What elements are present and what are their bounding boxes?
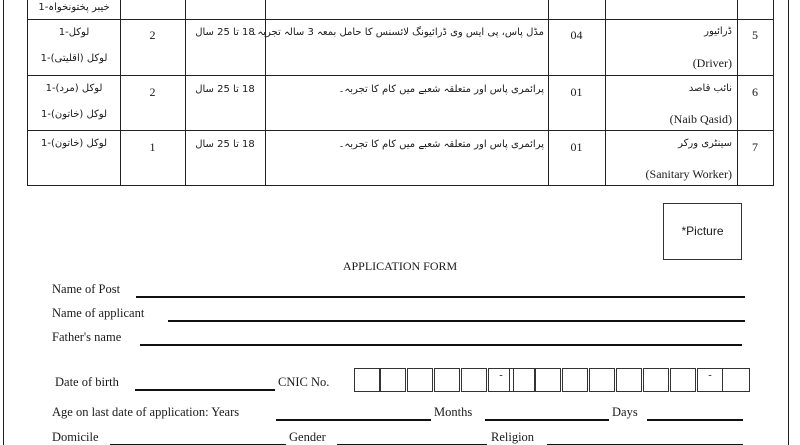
age-years-field[interactable]: [276, 419, 431, 421]
age-days-field[interactable]: [647, 419, 743, 421]
post-urdu: نائب قاصد: [688, 83, 732, 94]
post-urdu: ڈرائیور: [704, 26, 732, 37]
cnic-label: CNIC No.: [278, 375, 330, 389]
qualification: پرائمری پاس اور متعلقہ شعبے میں کام کا تجربہ۔: [338, 139, 544, 150]
age-range: 18 تا 25 سال: [195, 27, 255, 38]
fathers-name-field[interactable]: [140, 344, 742, 346]
cnic-digit-box[interactable]: [407, 368, 433, 392]
cnic-digit-box[interactable]: [535, 368, 561, 392]
name-of-applicant-label: Name of applicant: [52, 306, 145, 320]
name-of-applicant-field[interactable]: [168, 320, 745, 322]
domicile-label: Domicile: [52, 430, 99, 444]
quota-line: لوکل (خاتون)-1: [40, 138, 108, 149]
sr-no: 7: [752, 140, 758, 154]
qualification: مڈل پاس، پی ایس وی ڈرائیونگ لائسنس کا حامل بمعہ 3 سالہ تجربہ۔: [251, 27, 544, 38]
post-english: (Naib Qasid): [669, 112, 732, 126]
cnic-digit-box[interactable]: [616, 368, 642, 392]
cnic-digit-box[interactable]: [461, 368, 487, 392]
quota-line: لوکل (اقلیتی)-1: [40, 53, 108, 64]
quota-count: 2: [149, 28, 156, 42]
cnic-digit-box[interactable]: [562, 368, 588, 392]
name-of-post-field[interactable]: [136, 296, 745, 298]
quota-count: 1: [149, 140, 156, 154]
quota-partial: خیبر پختونخواہ-1: [38, 2, 110, 13]
cnic-digit-box[interactable]: [509, 368, 535, 392]
form-title: APPLICATION FORM: [342, 259, 458, 273]
days-label: Days: [612, 405, 638, 419]
cnic-digit-box[interactable]: [722, 368, 750, 392]
qualification: پرائمری پاس اور متعلقہ شعبے میں کام کا تجربہ۔: [338, 84, 544, 95]
quota-line: لوکل-1: [58, 27, 90, 38]
age-months-field[interactable]: [485, 419, 609, 421]
cnic-digit-box[interactable]: [380, 368, 406, 392]
picture-box[interactable]: *Picture: [663, 203, 742, 260]
cnic-digit-box[interactable]: [354, 368, 380, 392]
cnic-dash-box: -: [488, 368, 514, 392]
post-urdu: سینٹری ورکر: [678, 138, 732, 149]
post-count: 04: [570, 28, 583, 42]
post-english: (Sanitary Worker): [645, 167, 732, 181]
cnic-digit-box[interactable]: [670, 368, 696, 392]
age-range: 18 تا 25 سال: [195, 139, 255, 150]
gender-label: Gender: [289, 430, 326, 444]
cnic-dash-box: -: [697, 368, 723, 392]
name-of-post-label: Name of Post: [52, 282, 121, 296]
page-border-right: [788, 0, 789, 445]
months-label: Months: [434, 405, 473, 419]
quota-line: لوکل (خاتون)-1: [40, 109, 108, 120]
post-count: 01: [570, 140, 583, 154]
sr-no: 6: [752, 85, 758, 99]
sr-no: 5: [752, 28, 758, 42]
religion-label: Religion: [491, 430, 535, 444]
post-count: 01: [570, 85, 583, 99]
quota-count: 2: [149, 85, 156, 99]
date-of-birth-field[interactable]: [135, 389, 275, 391]
cnic-digit-box[interactable]: [434, 368, 460, 392]
quota-line: لوکل (مرد)-1: [45, 83, 103, 94]
age-years-label: Age on last date of application: Years: [52, 405, 240, 419]
fathers-name-label: Father's name: [52, 330, 122, 344]
cnic-digit-box[interactable]: [589, 368, 615, 392]
age-range: 18 تا 25 سال: [195, 84, 255, 95]
page-border-left: [3, 0, 4, 445]
post-english: (Driver): [692, 56, 732, 70]
date-of-birth-label: Date of birth: [55, 375, 119, 389]
cnic-digit-box[interactable]: [643, 368, 669, 392]
